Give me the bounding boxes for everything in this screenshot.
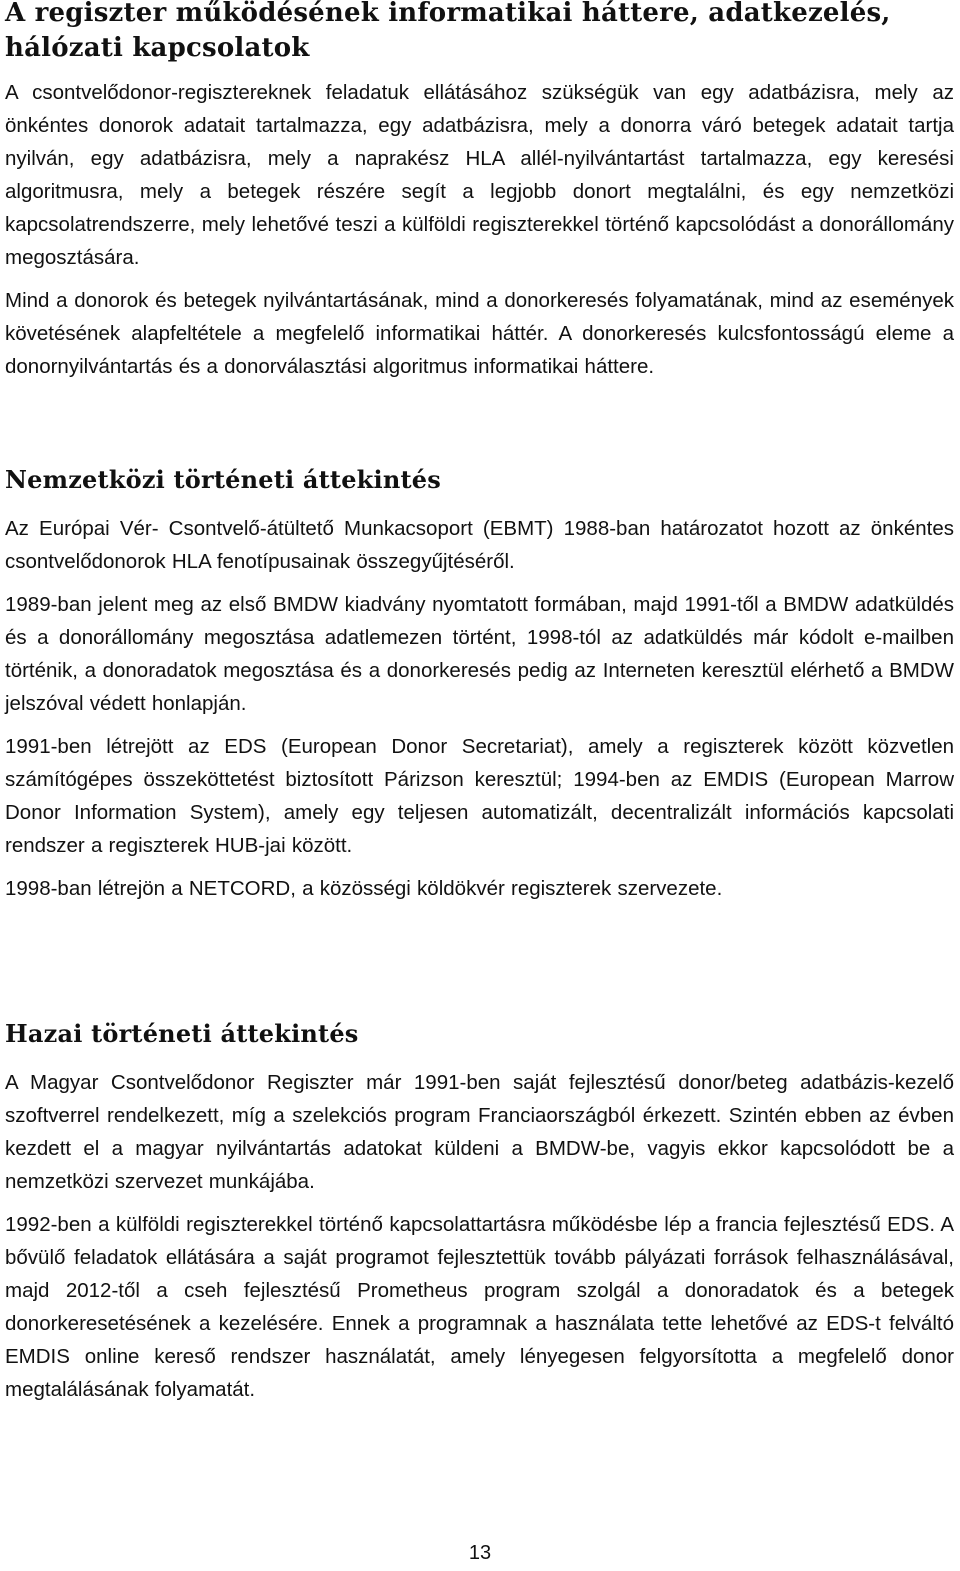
- paragraph: Mind a donorok és betegek nyilvántartásának, mind a donorkeresés folyamatának, mind az események követésének alapfeltétele a megfelelő informatikai háttér. A donorkeresés kulcsfontosságú eleme a donornyilvántartás és a donorválasztási algoritmus informatikai háttere.: [5, 289, 954, 378]
- section-title: Hazai történeti áttekintés: [5, 1019, 359, 1048]
- paragraph: 1991-ben létrejött az EDS (European Donor Secretariat), amely a regiszterek között közvetlen számítógépes összeköttetést biztosított Párizson keresztül; 1994-ben az EMDIS (European Marrow Donor Information System), amely egy teljesen automatizált, decentralizált információs kapcsolati rendszer a regiszterek HUB-jai között.: [5, 735, 954, 857]
- page-number: 13: [468, 1542, 492, 1564]
- paragraph: 1992-ben a külföldi regiszterekkel történő kapcsolattartásra működésbe lép a francia fejlesztésű EDS. A bővülő feladatok ellátására a saját programot fejlesztettük tovább pályázati források felhasználásával, majd 2012-től a cseh fejlesztésű Prometheus program szolgál a donoradatok és a betegek donorkeresetésének a kezelésére. Ennek a programnak a használata tette lehetővé az EDS-t felváltó EMDIS online kereső rendszer használatát, amely lényegesen felgyorsította a megfelelő donor megtalálásának folyamatát.: [5, 1213, 954, 1401]
- paragraph: A Magyar Csontvelődonor Regiszter már 1991-ben saját fejlesztésű donor/beteg adatbázis-kezelő szoftverrel rendelkezett, míg a szelekciós program Franciaországból érkezett. Szintén ebben az évben kezdett el a magyar nyilvántartás adatokat küldeni a BMDW-be, vagyis ekkor kapcsolódott be a nemzetközi szervezet munkájába.: [5, 1071, 954, 1193]
- paragraph: Az Európai Vér- Csontvelő-átültető Munkacsoport (EBMT) 1988-ban határozatot hozott az önkéntes csontvelődonorok HLA fenotípusainak összegyűjtéséről.: [5, 517, 954, 573]
- paragraph: A csontvelődonor-regisztereknek feladatuk ellátásához szükségük van egy adatbázisra, mely az önkéntes donorok adatait tartalmazza, egy adatbázisra, mely a donorra váró betegek adatait tartja nyilván, egy adatbázisra, mely a naprakész HLA allél-nyilvántartást tartalmazza, egy keresési algoritmusra, mely a betegek részére segít a legjobb donort megtalálni, és egy nemzetközi kapcsolatrendszerre, mely lehetővé teszi a külföldi regiszterekkel történő kapcsolódást a donorállomány megosztására.: [5, 81, 954, 269]
- paragraph: 1989-ban jelent meg az első BMDW kiadvány nyomtatott formában, majd 1991-től a BMDW adatküldés és a donorállomány megosztása adatlemezen történt, 1998-tól az adatküldés már kódolt e-mailben történik, a donoradatok megosztása és a donorkeresés pedig az Interneten keresztül elérhető a BMDW jelszóval védett honlapján.: [5, 593, 954, 715]
- paragraph: 1998-ban létrejön a NETCORD, a közösségi köldökvér regiszterek szervezete.: [5, 877, 723, 900]
- section-informatikai-hatter: [5, 0, 954, 393]
- section-hazai-attekintes: [5, 1016, 954, 1416]
- section-title: Nemzetközi történeti áttekintés: [5, 465, 441, 494]
- section-nemzetkozi-attekintes: [5, 462, 954, 915]
- section-title: A regiszter működésének informatikai háttere, adatkezelés, hálózati kapcsolatok: [5, 0, 891, 63]
